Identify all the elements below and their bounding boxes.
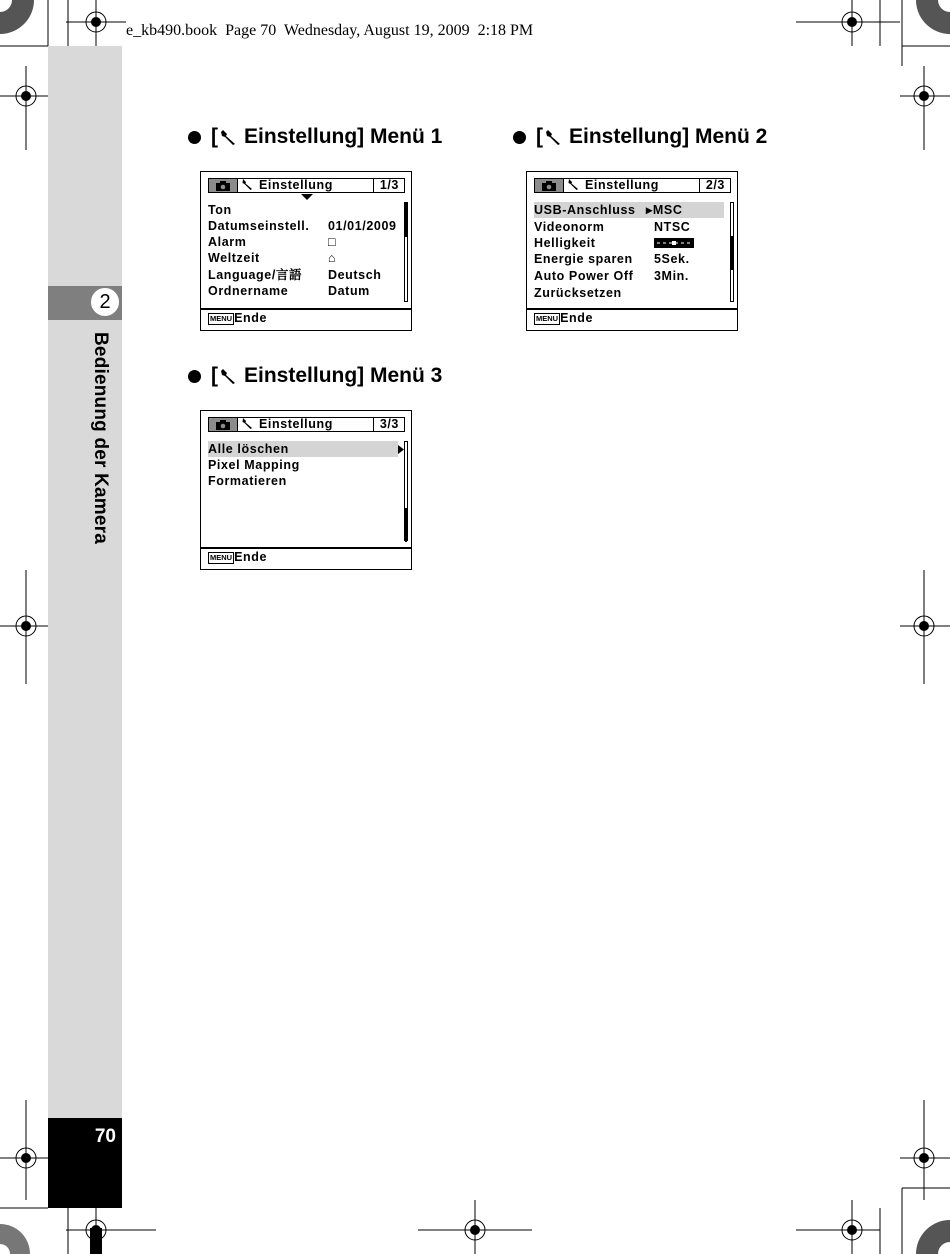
tab-camera[interactable] [535, 179, 564, 192]
tab-settings[interactable] [242, 178, 333, 192]
menu-item-value: ▸MSC [646, 203, 683, 217]
tab-page-indicator: 3/3 [379, 417, 399, 431]
tab-bar [534, 178, 731, 193]
menu-item-pixel-mapping[interactable] [208, 457, 398, 473]
tab-settings[interactable] [242, 417, 333, 431]
menu-item-videonorm[interactable] [534, 219, 724, 235]
tab-title-text: Einstellung [259, 417, 333, 431]
menu-item-label: Ton [208, 203, 232, 217]
menu-item-label: Datumseinstell. [208, 219, 310, 233]
scroll-thumb[interactable] [405, 203, 407, 237]
page-number: 70 [94, 1126, 116, 1147]
menu-item-ton[interactable] [208, 202, 398, 218]
footer-exit[interactable] [534, 311, 593, 325]
tab-divider [699, 179, 700, 192]
menu-item-alle-loeschen[interactable] [208, 441, 398, 457]
bullet-icon [188, 131, 201, 144]
menu-item-label: Formatieren [208, 474, 287, 488]
home-icon: ⌂ [328, 251, 337, 265]
camera-icon [542, 181, 556, 191]
wrench-icon [220, 367, 238, 385]
tab-title-text: Einstellung [259, 178, 333, 192]
wrench-icon [568, 178, 580, 190]
menu-item-weltzeit[interactable] [208, 250, 398, 266]
menu-item-value: 01/01/2009 [328, 219, 397, 233]
wrench-icon [242, 178, 254, 190]
chapter-number: 2 [89, 286, 121, 318]
scrollbar[interactable] [730, 202, 734, 302]
camera-screen-menu-3 [200, 410, 412, 570]
tab-settings[interactable] [568, 178, 659, 192]
menu-item-value: Datum [328, 284, 370, 298]
down-arrow-icon [301, 194, 313, 201]
menu-item-language[interactable] [208, 267, 398, 283]
heading-bracket: [ [211, 364, 218, 387]
menu-item-zuruecksetzen[interactable] [534, 285, 724, 301]
menu-item-label: Pixel Mapping [208, 458, 300, 472]
sidebar-strip [48, 46, 122, 1208]
footer-label: Ende [560, 311, 594, 325]
menu-item-label: Energie sparen [534, 252, 633, 266]
tab-divider [373, 179, 374, 192]
camera-icon [216, 420, 230, 430]
section-heading-menu-2 [513, 125, 767, 149]
section-heading-menu-3 [188, 364, 442, 388]
menu-item-helligkeit[interactable] [534, 235, 724, 251]
footer-exit[interactable] [208, 550, 267, 564]
tab-title-text: Einstellung [585, 178, 659, 192]
menu-item-ordnername[interactable] [208, 283, 398, 299]
brightness-bar-icon [654, 238, 694, 248]
tab-page-indicator: 2/3 [705, 178, 725, 192]
heading-text: Einstellung] Menü 3 [244, 364, 443, 387]
tab-camera[interactable] [209, 179, 238, 192]
heading-text: Einstellung] Menü 1 [244, 125, 443, 148]
section-heading-menu-1 [188, 125, 442, 149]
scroll-thumb[interactable] [731, 236, 733, 270]
footer-label: Ende [234, 311, 268, 325]
menu-item-label: Helligkeit [534, 236, 596, 250]
camera-icon [216, 181, 230, 191]
menu-key-icon: MENU [210, 314, 233, 323]
tab-bar [208, 417, 405, 432]
divider [201, 308, 411, 310]
wrench-icon [220, 128, 238, 146]
heading-bracket: [ [536, 125, 543, 148]
menu-item-label: Alarm [208, 235, 247, 249]
menu-item-datumseinstell[interactable] [208, 218, 398, 234]
menu-item-value: 3Min. [654, 269, 689, 283]
bullet-icon [513, 131, 526, 144]
footer-exit[interactable] [208, 311, 267, 325]
scroll-thumb[interactable] [405, 508, 407, 542]
chapter-title: Bedienung der Kamera [90, 332, 111, 544]
tab-bar [208, 178, 405, 193]
menu-item-formatieren[interactable] [208, 473, 398, 489]
scrollbar[interactable] [404, 441, 408, 541]
tab-page-indicator: 1/3 [379, 178, 399, 192]
footer-label: Ende [234, 550, 268, 564]
divider [527, 308, 737, 310]
menu-item-usb-anschluss[interactable] [534, 202, 724, 218]
menu-item-value: Deutsch [328, 268, 382, 282]
heading-bracket: [ [211, 125, 218, 148]
wrench-icon [242, 417, 254, 429]
menu-item-label: USB-Anschluss [534, 203, 636, 217]
tab-camera[interactable] [209, 418, 238, 431]
menu-item-label: Weltzeit [208, 251, 260, 265]
scrollbar[interactable] [404, 202, 408, 302]
alarm-off-icon: □ [328, 235, 337, 249]
menu-key-icon: MENU [536, 314, 559, 323]
tab-divider [373, 418, 374, 431]
menu-item-label: Alle löschen [208, 442, 289, 456]
print-header: e_kb490.book Page 70 Wednesday, August 19, 2009 2:18 PM [126, 22, 534, 39]
menu-item-auto-power-off[interactable] [534, 268, 724, 284]
menu-item-label: Language/言語 [208, 268, 303, 282]
menu-item-label: Zurücksetzen [534, 286, 622, 300]
menu-key-icon: MENU [210, 553, 233, 562]
menu-item-label: Auto Power Off [534, 269, 634, 283]
camera-screen-menu-2 [526, 171, 738, 331]
menu-item-energie-sparen[interactable] [534, 251, 724, 267]
menu-item-value: NTSC [654, 220, 691, 234]
divider [201, 547, 411, 549]
menu-item-alarm[interactable] [208, 234, 398, 250]
menu-item-label: Ordnername [208, 284, 289, 298]
menu-item-value: 5Sek. [654, 252, 690, 266]
bullet-icon [188, 370, 201, 383]
wrench-icon [545, 128, 563, 146]
menu-item-label: Videonorm [534, 220, 605, 234]
heading-text: Einstellung] Menü 2 [569, 125, 768, 148]
camera-screen-menu-1 [200, 171, 412, 331]
